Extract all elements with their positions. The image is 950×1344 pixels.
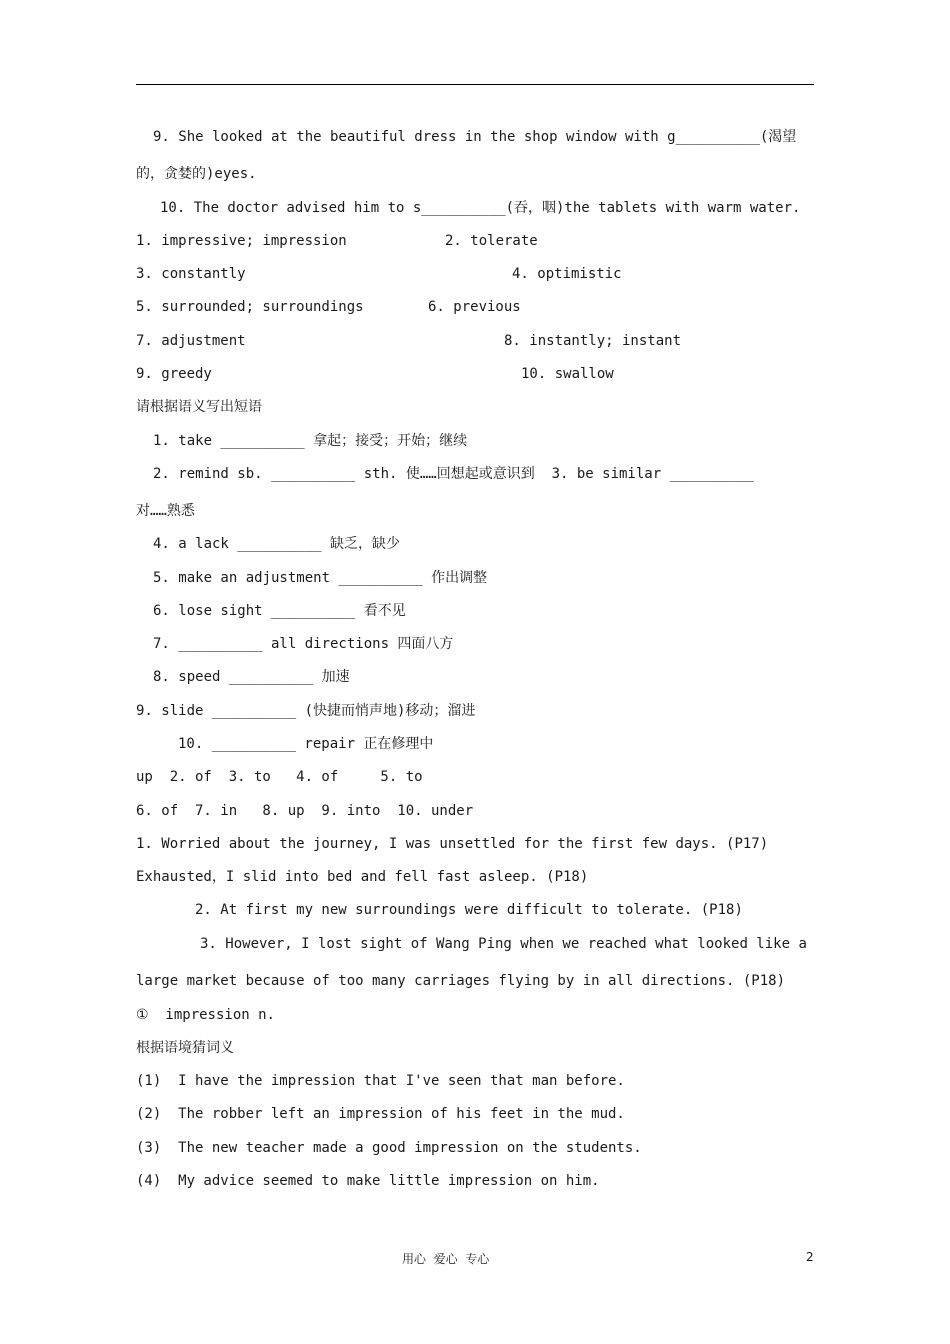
text-line: 10. The doctor advised him to s__________(吞，咽)the tablets with warm water. [160, 200, 801, 216]
text-line: Exhausted，I slid into bed and fell fast asleep. (P18) [136, 869, 589, 885]
text-line: (4) My advice seemed to make little impression on him. [136, 1173, 600, 1189]
text-line: up 2. of 3. to 4. of 5. to [136, 769, 423, 785]
text-line: 8. instantly; instant [504, 333, 682, 349]
text-line: (3) The new teacher made a good impression on the students. [136, 1140, 642, 1156]
text-line: large market because of too many carriages flying by in all directions. (P18) [136, 973, 786, 989]
text-line: 1. impressive; impression [136, 233, 347, 249]
text-line: 5. surrounded; surroundings [136, 299, 364, 315]
text-line: 9. She looked at the beautiful dress in the shop window with g__________(渴望 [153, 129, 797, 145]
text-line: (1) I have the impression that I've seen that man before. [136, 1073, 625, 1089]
text-line: 5. make an adjustment __________ 作出调整 [153, 570, 488, 586]
text-line: 10. __________ repair 正在修理中 [178, 736, 434, 752]
text-line: 6. of 7. in 8. up 9. into 10. under [136, 803, 474, 819]
text-line: 9. slide __________ (快捷而悄声地)移动；溜进 [136, 703, 476, 719]
section-heading: 请根据语义写出短语 [136, 399, 262, 415]
text-line: 3. constantly [136, 266, 246, 282]
text-line: 6. lose sight __________ 看不见 [153, 603, 406, 619]
page-number: 2 [806, 1250, 814, 1264]
text-line: (2) The robber left an impression of his feet in the mud. [136, 1106, 625, 1122]
text-line: 8. speed __________ 加速 [153, 669, 350, 685]
text-line: 对……熟悉 [136, 503, 195, 519]
text-line: 4. optimistic [512, 266, 622, 282]
text-line: 7. __________ all directions 四面八方 [153, 636, 454, 652]
text-line: 2. At first my new surroundings were difficult to tolerate. (P18) [195, 902, 743, 918]
text-line: 6. previous [428, 299, 521, 315]
text-line: ① impression n. [136, 1007, 275, 1023]
text-line: 9. greedy [136, 366, 212, 382]
text-line: 2. remind sb. __________ sth. 使……回想起或意识到 3. be similar __________ [153, 466, 754, 482]
text-line: 4. a lack __________ 缺乏，缺少 [153, 536, 401, 552]
footer-motto: 用心 爱心 专心 [402, 1252, 490, 1266]
text-line: 1. Worried about the journey, I was unsettled for the first few days. (P17) [136, 836, 769, 852]
text-line: 7. adjustment [136, 333, 246, 349]
text-line: 10. swallow [521, 366, 614, 382]
section-heading: 根据语境猜词义 [136, 1040, 234, 1056]
header-rule [136, 84, 814, 85]
text-line: 3. However, I lost sight of Wang Ping when we reached what looked like a [200, 936, 807, 952]
text-line: 1. take __________ 拿起；接受；开始；继续 [153, 433, 468, 449]
text-line: 的，贪婪的)eyes. [136, 166, 257, 182]
text-line: 2. tolerate [445, 233, 538, 249]
